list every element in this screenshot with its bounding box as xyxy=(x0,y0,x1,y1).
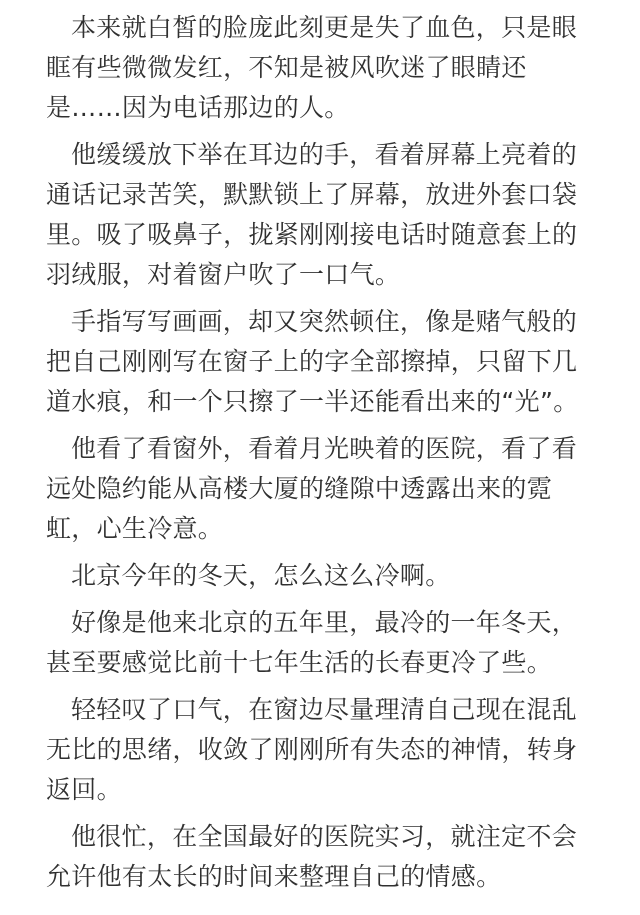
text-line: 允许他有太长的时间来整理自己的情感。 xyxy=(46,862,502,891)
text-line: 甚至要感觉比前十七年生活的长春更冷了些。 xyxy=(46,648,553,677)
text-line: 轻轻叹了口气，在窗边尽量理清自己现在混乱 xyxy=(71,695,578,724)
paragraph-1 xyxy=(46,8,600,128)
paragraph-5 xyxy=(46,556,600,596)
paragraph-4 xyxy=(46,429,600,549)
text-line: 他看了看窗外，看着月光映着的医院，看了看 xyxy=(71,434,578,463)
text-line: 北京今年的冬天，怎么这么冷啊。 xyxy=(71,561,451,590)
paragraph-2 xyxy=(46,135,600,295)
text-line: 他很忙，在全国最好的医院实习，就注定不会 xyxy=(71,822,578,851)
text-line: 远处隐约能从高楼大厦的缝隙中透露出来的霓 xyxy=(46,474,553,503)
text-line: 本来就白皙的脸庞此刻更是失了血色，只是眼 xyxy=(71,13,578,42)
text-line: 是……因为电话那边的人。 xyxy=(46,93,350,122)
text-line: 虹，心生冷意。 xyxy=(46,514,224,543)
text-line: 眶有些微微发红，不知是被风吹迷了眼睛还 xyxy=(46,53,527,82)
paragraph-3 xyxy=(46,302,600,422)
text-line: 返回。 xyxy=(46,775,122,804)
text-line: 他缓缓放下举在耳边的手，看着屏幕上亮着的 xyxy=(71,140,578,169)
paragraph-6 xyxy=(46,603,600,683)
text-line: 里。吸了吸鼻子，拢紧刚刚接电话时随意套上的 xyxy=(46,220,578,249)
text-line: 无比的思绪，收敛了刚刚所有失态的神情，转身 xyxy=(46,735,578,764)
text-line: 把自己刚刚写在窗子上的字全部擦掉，只留下几 xyxy=(46,347,578,376)
paragraph-7 xyxy=(46,690,600,810)
paragraph-8 xyxy=(46,817,600,897)
text-line: 道水痕，和一个只擦了一半还能看出来的“光”。 xyxy=(46,387,579,416)
text-line: 通话记录苦笑，默默锁上了屏幕，放进外套口袋 xyxy=(46,180,578,209)
text-line: 羽绒服，对着窗户吹了一口气。 xyxy=(46,260,401,289)
text-line: 好像是他来北京的五年里，最冷的一年冬天， xyxy=(71,608,578,637)
text-line: 手指写写画画，却又突然顿住，像是赌气般的 xyxy=(71,307,578,336)
